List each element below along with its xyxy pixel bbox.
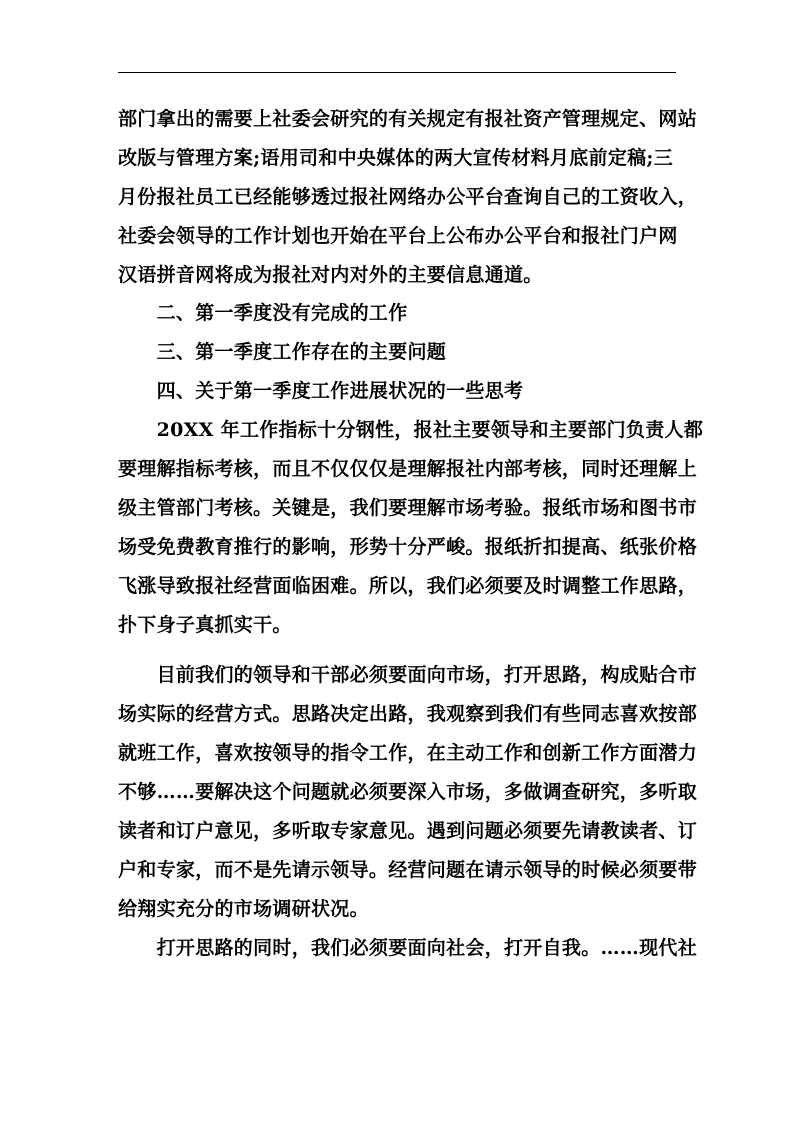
text-line: 月份报社员工已经能够透过报社网络办公平台查询自己的工资收入， — [118, 185, 698, 208]
text-line: 打开思路的同时，我们必须要面向社会，打开自我。……现代社 — [118, 936, 698, 959]
text-line: 改版与管理方案;语用司和中央媒体的两大宣传材料月底前定稿;三 — [118, 146, 674, 169]
text-line: 扑下身子真抓实干。 — [118, 613, 292, 636]
text-line: 飞涨导致报社经营面临困难。所以，我们必须要及时调整工作思路， — [118, 574, 698, 597]
text-line: 20XX 年工作指标十分钢性，报社主要领导和主要部门负责人都 — [118, 419, 704, 442]
text-line: 就班工作，喜欢按领导的指令工作，在主动工作和创新工作方面潜力 — [118, 742, 698, 765]
text-line: 社委会领导的工作计划也开始在平台上公布办公平台和报社门户网 — [118, 224, 678, 247]
document-body — [118, 100, 704, 968]
text-line: 汉语拼音网将成为报社对内对外的主要信息通道。 — [118, 263, 543, 286]
text-line: 级主管部门考核。关键是，我们要理解市场考验。报纸市场和图书市 — [118, 496, 698, 519]
text-line: 要理解指标考核，而且不仅仅仅是理解报社内部考核，同时还理解上 — [118, 458, 698, 481]
heading-4: 四、关于第一季度工作进展状况的一些思考 — [118, 380, 524, 403]
header-rule — [118, 72, 676, 73]
heading-2: 二、第一季度没有完成的工作 — [118, 302, 408, 325]
text-line: 不够……要解决这个问题就必须要深入市场，多做调查研究，多听取 — [118, 781, 698, 804]
paragraph-gap — [118, 644, 690, 656]
heading-3: 三、第一季度工作存在的主要问题 — [118, 341, 447, 364]
text-line: 场实际的经营方式。思路决定出路，我观察到我们有些同志喜欢按部 — [118, 703, 698, 726]
text-line: 户和专家，而不是先请示领导。经营问题在请示领导的时候必须要带 — [118, 858, 698, 881]
text-line: 目前我们的领导和干部必须要面向市场，打开思路，构成贴合市 — [118, 664, 698, 687]
text-line: 部门拿出的需要上社委会研究的有关规定有报社资产管理规定、网站 — [118, 108, 698, 130]
text-line: 场受免费教育推行的影响，形势十分严峻。报纸折扣提高、纸张价格 — [118, 535, 698, 558]
text-line: 给翔实充分的市场调研状况。 — [118, 897, 369, 920]
text-line: 读者和订户意见，多听取专家意见。遇到问题必须要先请教读者、订 — [118, 820, 698, 843]
